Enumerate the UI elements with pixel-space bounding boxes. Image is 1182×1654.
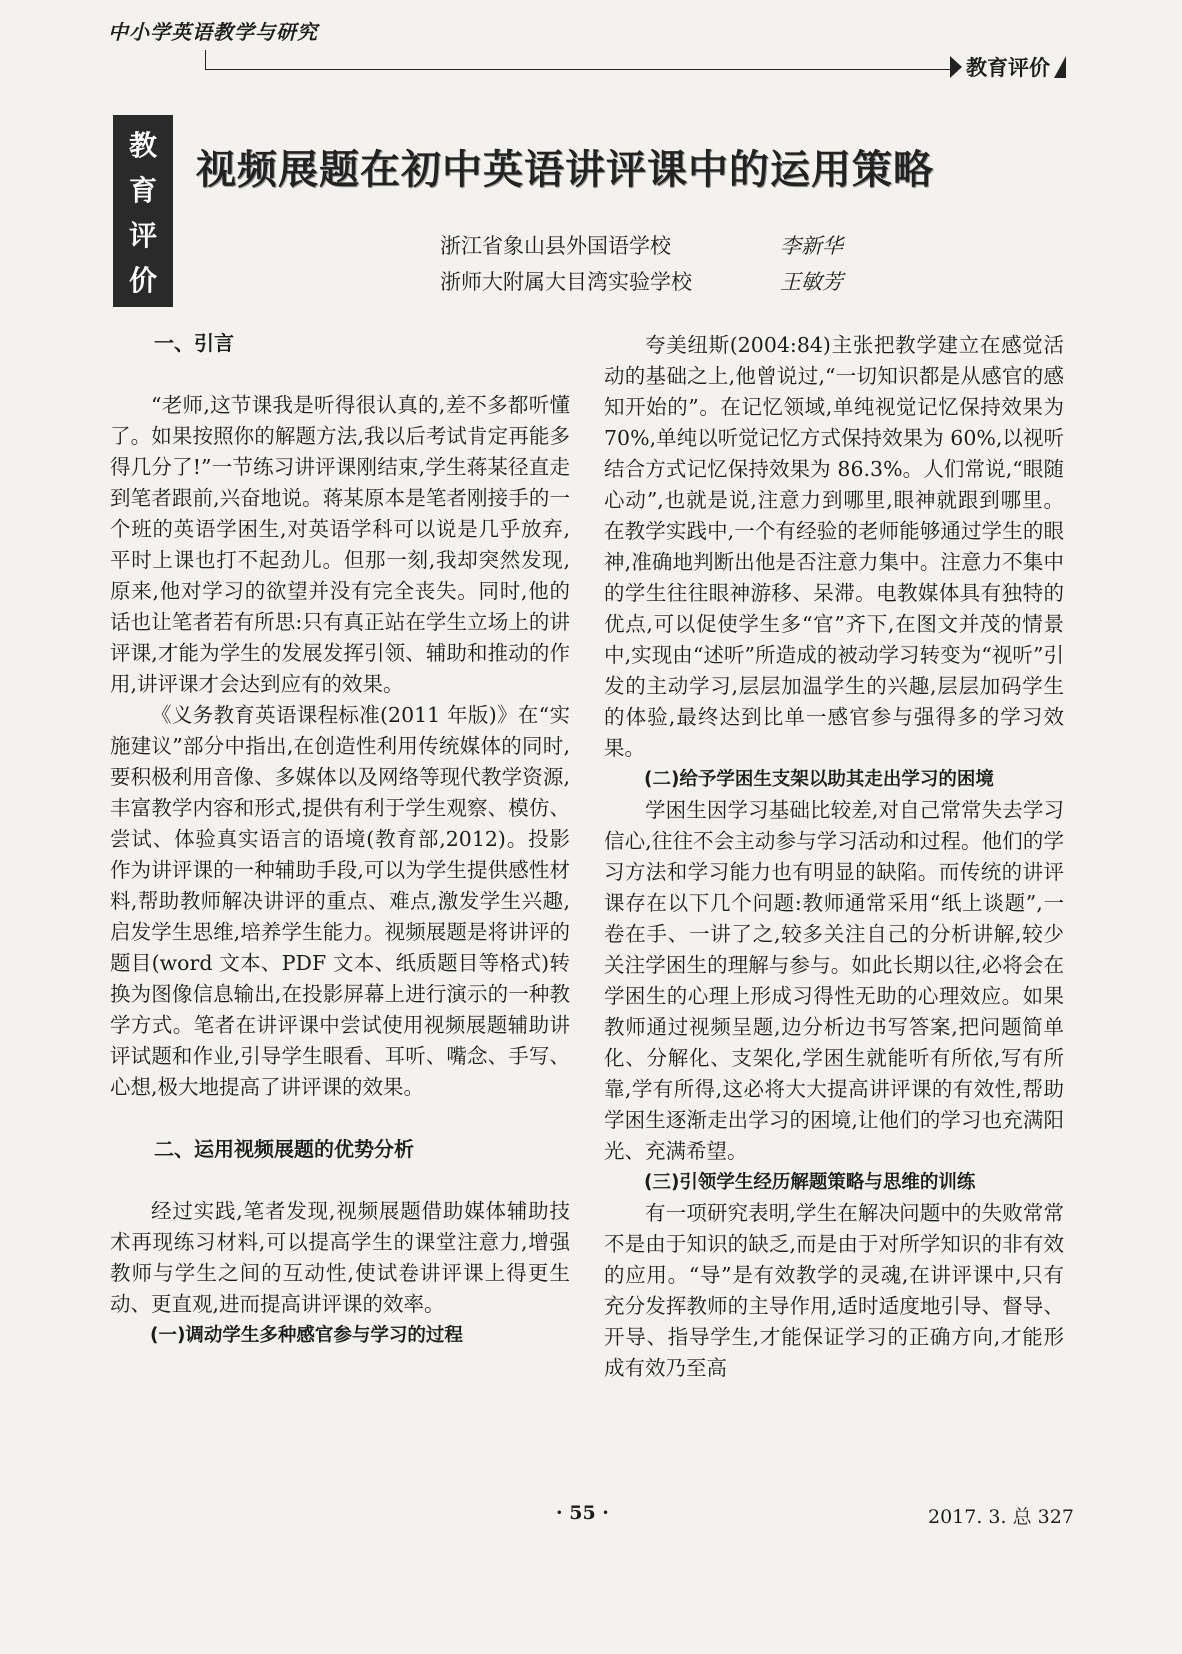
paragraph: 有一项研究表明,学生在解决问题中的失败常常不是由于知识的缺乏,而是由于对所学知识的非有效的应用。“导”是有效教学的灵魂,在讲评课中,只有充分发挥教师的主导作用,适时适度地引导、督导、开导、指导学生,才能保证学习的正确方向,才能形成有效乃至高 — [604, 1201, 1064, 1380]
subsection-heading: (二)给予学困生支架以助其走出学习的困境 — [644, 769, 994, 790]
author-row — [440, 264, 843, 300]
paragraph: 经过实践,笔者发现,视频展题借助媒体辅助技术再现练习材料,可以提高学生的课堂注意力,增强教师与学生之间的互动性,使试卷讲评课上得更生动、更直观,进而提高讲评课的效率。 — [110, 1199, 570, 1316]
author-affiliation: 浙江省象山县外国语学校 — [440, 234, 671, 258]
vertical-tag-char: 价 — [128, 263, 157, 297]
author-name: 王敏芳 — [780, 270, 843, 294]
header-rule — [205, 69, 955, 70]
header-rule-tick — [205, 50, 206, 70]
paragraph: 《义务教育英语课程标准(2011 年版)》在“实施建议”部分中指出,在创造性利用传统媒体的同时,要积极利用音像、多媒体以及网络等现代教学资源,丰富教学内容和形式,提供有利于学生观察、模仿、尝试、体验真实语言的语境(教育部,2012)。投影作为讲评课的一种辅助手段,可以为学生提供感性材料,帮助教师解决讲评的重点、难点,激发学生兴趣,启发学生思维,培养学生能力。视频展题是将讲评的题目(word 文本、PDF 文本、纸质题目等格式)转换为图像信息输出,在投影屏幕上进行演示的一种教学方式。笔者在讲评课中尝试使用视频展题辅助讲评试题和作业,引导学生眼看、耳听、嘴念、手写、心想,极大地提高了讲评课的效果。 — [110, 703, 570, 1099]
paragraph: 学困生因学习基础比较差,对自己常常失去学习信心,往往不会主动参与学习活动和过程。他们的学习方法和学习能力也有明显的缺陷。而传统的讲评课存在以下几个问题:教师通常采用“纸上谈题”,一卷在手、一讲了之,较多关注自己的分析讲解,较少关注学困生的理解与参与。如此长期以往,必将会在学困生的心理上形成习得性无助的心理效应。如果教师通过视频呈题,边分析边书写答案,把问题简单化、分解化、支架化,学困生就能听有所依,写有所靠,学有所得,这必将大大提高讲评课的有效性,帮助学困生逐渐走出学习的困境,让他们的学习也充满阳光、充满希望。 — [604, 798, 1064, 1163]
vertical-tag-char: 评 — [128, 218, 157, 252]
page-number: · 55 · — [556, 1502, 609, 1524]
left-column — [110, 328, 570, 1351]
author-block — [440, 228, 843, 300]
vertical-tag-char: 育 — [128, 173, 157, 207]
issue-info: 2017. 3. 总 327 — [928, 1506, 1074, 1528]
journal-name: 中小学英语教学与研究 — [108, 20, 318, 44]
author-affiliation: 浙师大附属大目湾实验学校 — [440, 270, 692, 294]
vertical-section-tag — [113, 115, 173, 307]
subsection-heading: (三)引领学生经历解题策略与思维的训练 — [644, 1172, 976, 1193]
paragraph: 夸美纽斯(2004:84)主张把教学建立在感觉活动的基础之上,他曾说过,“一切知识都是从感官的感知开始的”。在记忆领域,单纯视觉记忆保持效果为 70%,单纯以听觉记忆方式保持效果为 60%,以视听结合方式记忆保持效果为 86.3%。人们常说,“眼随心动”,也就是说,注意力到哪里,眼神就跟到哪里。在教学实践中,一个有经验的老师能够通过学生的眼神,准确地判断出他是否注意力集中。注意力不集中的学生往往眼神游移、呆滞。电教媒体具有独特的优点,可以促使学生多“官”齐下,在图文并茂的情景中,实现由“述听”所造成的被动学习转变为“视听”引发的主动学习,层层加温学生的兴趣,层层加码学生的体验,最终达到比单一感官参与强得多的学习效果。 — [604, 333, 1064, 760]
author-name: 李新华 — [780, 234, 843, 258]
section-heading-advantage: 二、运用视频展题的优势分析 — [154, 1137, 414, 1161]
section-heading-intro: 一、引言 — [154, 331, 234, 355]
section-tag: 教育评价 — [952, 52, 1066, 82]
article-title: 视频展题在初中英语讲评课中的运用策略 — [196, 147, 934, 193]
subsection-heading: (一)调动学生多种感官参与学习的过程 — [150, 1325, 463, 1346]
author-row — [440, 228, 843, 264]
right-column — [604, 330, 1064, 1384]
paragraph: “老师,这节课我是听得很认真的,差不多都听懂了。如果按照你的解题方法,我以后考试肯定再能多得几分了!”一节练习讲评课刚结束,学生蒋某径直走到笔者跟前,兴奋地说。蒋某原本是笔者刚接手的一个班的英语学困生,对英语学科可以说是几乎放弃,平时上课也打不起劲儿。但那一刻,我却突然发现,原来,他对学习的欲望并没有完全丧失。同时,他的话也让笔者若有所思:只有真正站在学生立场上的讲评课,才能为学生的发展发挥引领、辅助和推动的作用,讲评课才会达到应有的效果。 — [110, 393, 570, 696]
vertical-tag-char: 教 — [128, 128, 157, 162]
